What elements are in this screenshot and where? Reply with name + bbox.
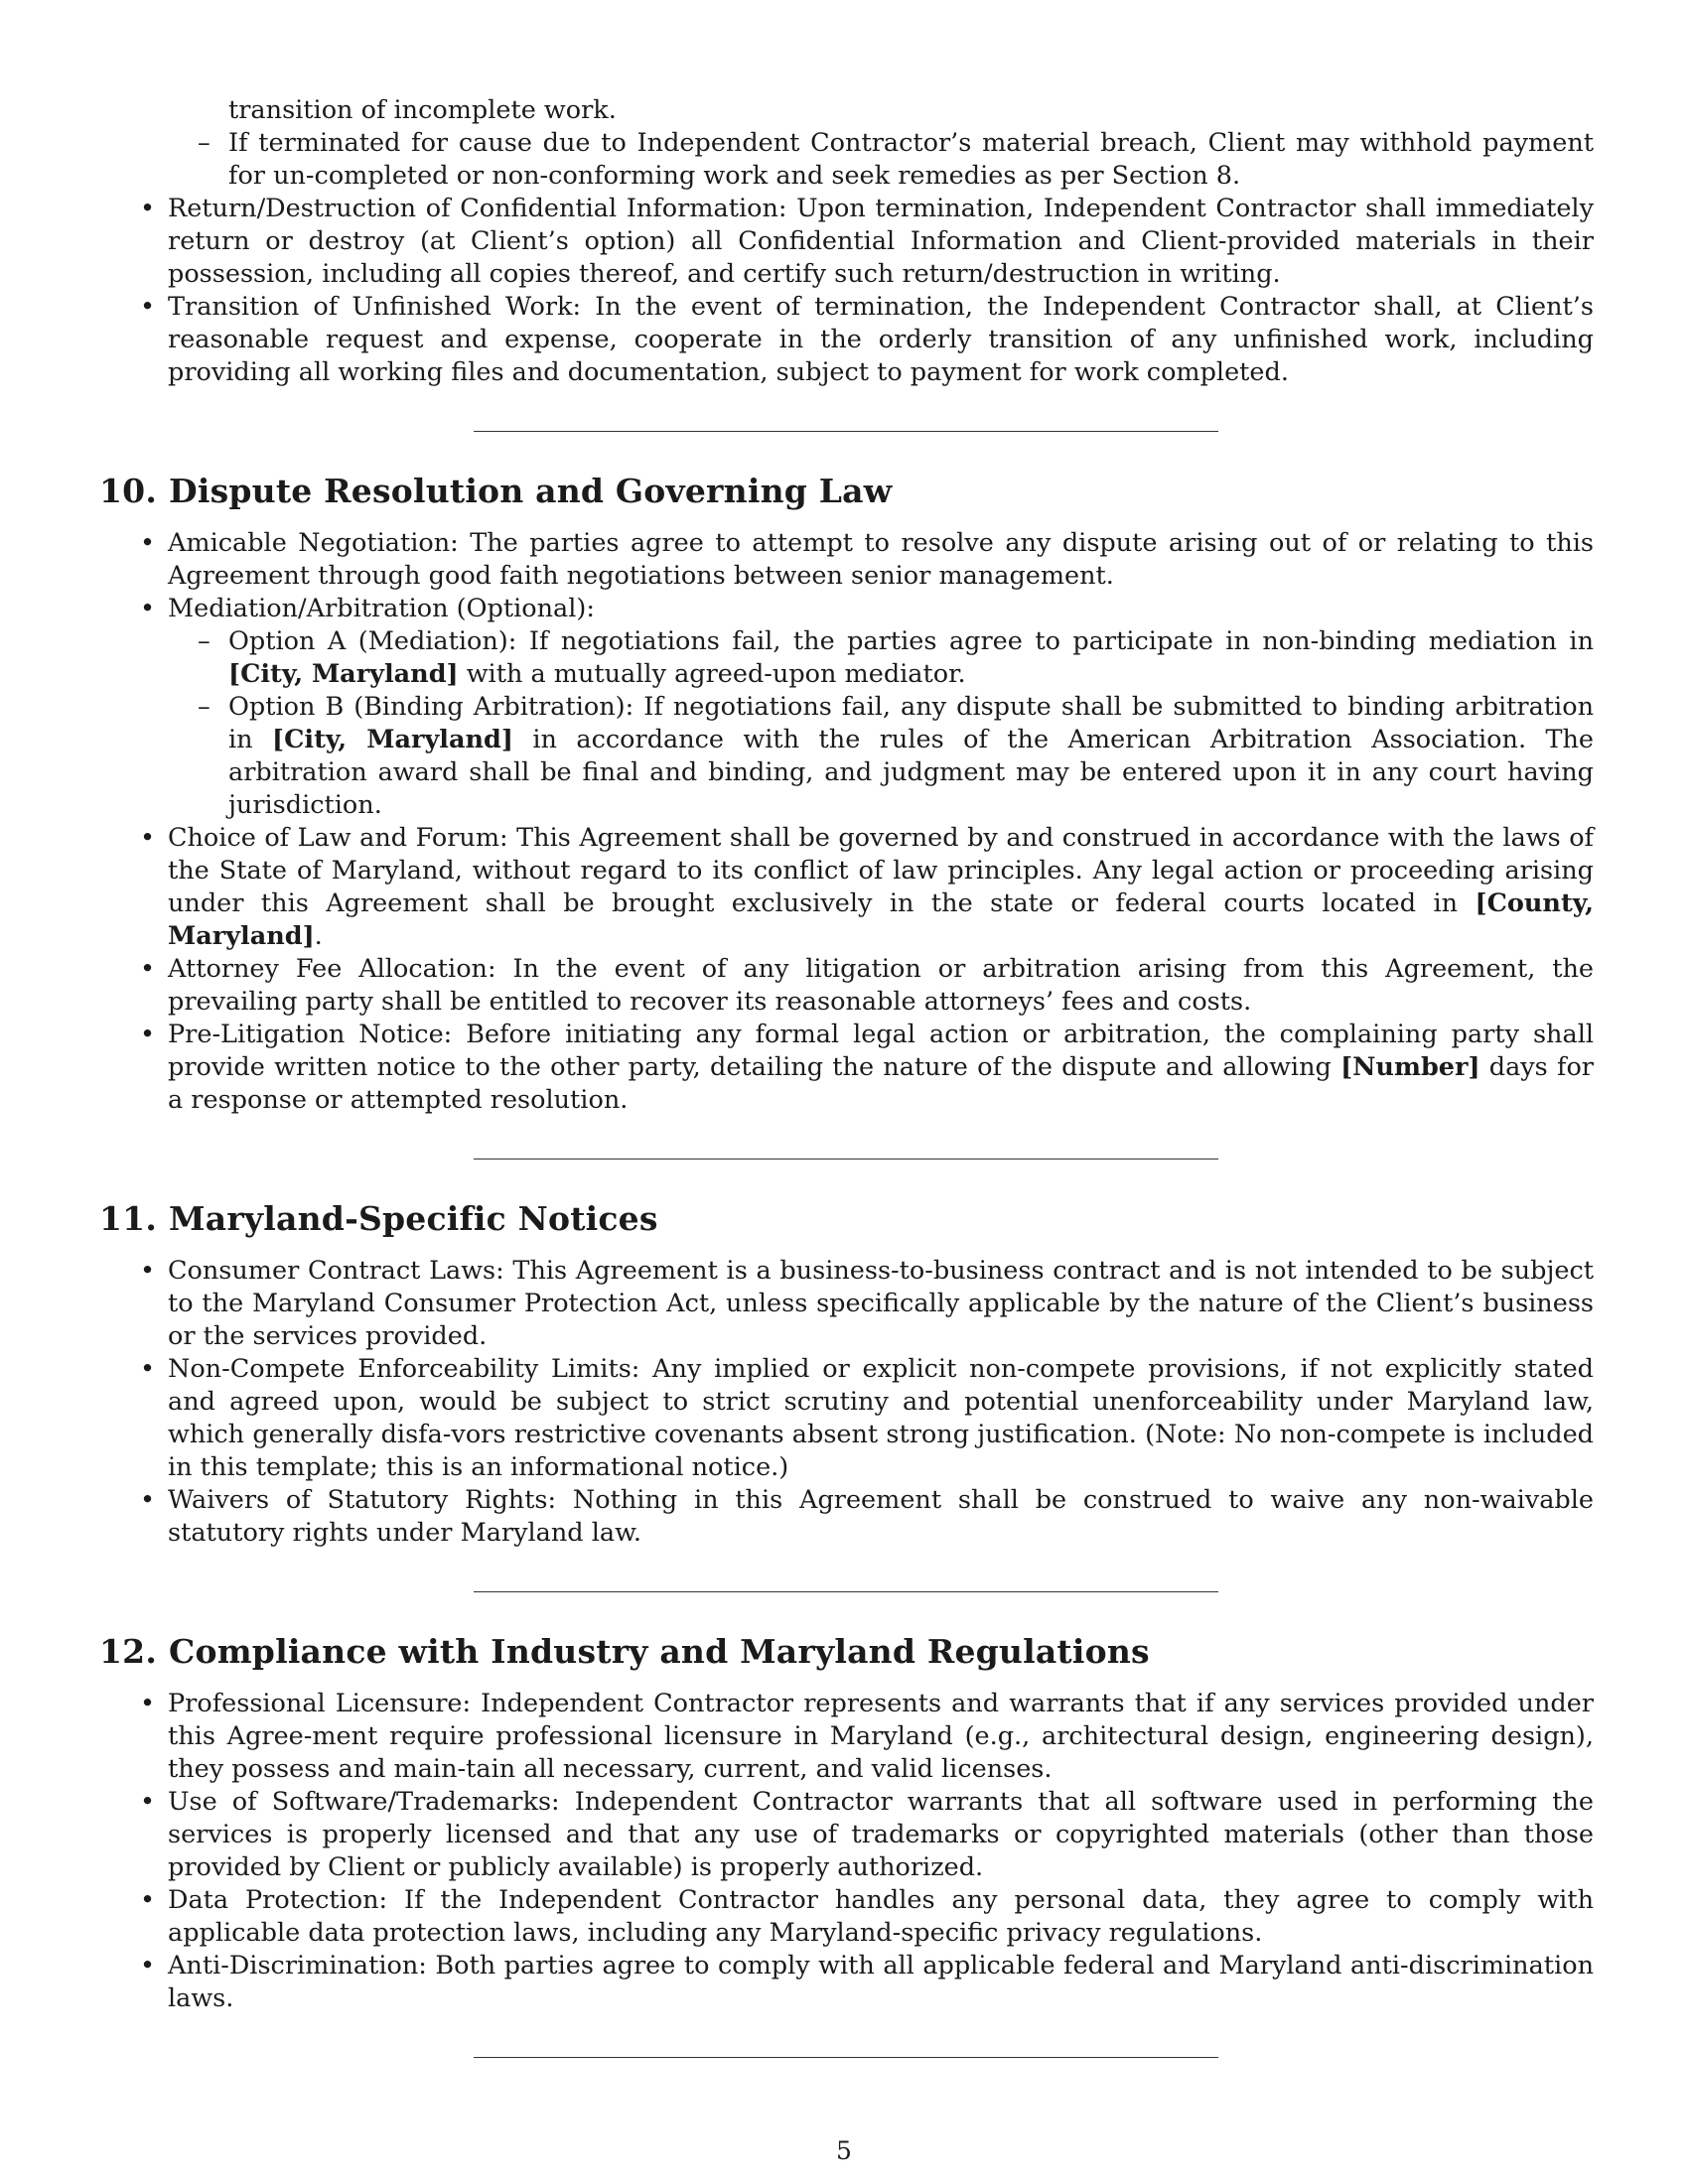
bullet-waivers: • Waivers of Statutory Rights: Nothing in this Agreement shall be construed to waive any non-waivable statutory rights under Maryland law.: [99, 1484, 1594, 1550]
bullet-choice-of-law: [99, 822, 1594, 953]
section-title: Dispute Resolution and Governing Law: [169, 472, 893, 510]
section-title: Maryland-Specific Notices: [169, 1199, 658, 1238]
sub-item-option-a: [168, 625, 1594, 691]
bullet-text: Mediation/Arbitration (Optional):: [168, 594, 595, 623]
section-number: 10.: [99, 472, 158, 510]
sub-item-option-b: [168, 691, 1594, 822]
bullet-attorney-fee: • Attorney Fee Allocation: In the event of any litigation or arbitration arising from this Agreement, the prevailing party shall be entitled to recover its reasonable attorneys’ fees and costs.: [99, 953, 1594, 1019]
placeholder-city: [City, Maryland]: [272, 725, 513, 754]
section-number: 11.: [99, 1199, 158, 1238]
document-page: [99, 94, 1594, 2058]
option-a-text-end: with a mutually agreed-upon mediator.: [458, 659, 966, 689]
section-title: Compliance with Industry and Maryland Regulations: [169, 1632, 1150, 1671]
sub-item-cause: – If terminated for cause due to Independent Contractor’s material breach, Client may withhold payment for un-completed or non-conforming work and seek remedies as per Section 8.: [168, 127, 1594, 193]
bullet-pre-litigation: [99, 1019, 1594, 1117]
section-heading-12: [99, 1632, 1594, 1672]
sub-list-options: [99, 625, 1594, 822]
section-divider: [474, 1159, 1218, 1160]
bullet-transition-unfinished: • Transition of Unfinished Work: In the event of termination, the Independent Contractor shall, at Client’s reasonable request and expense, cooperate in the orderly transition of any unfinished work, including providing all working files and documentation, subject to payment for work completed.: [99, 291, 1594, 389]
bullet-list-termination: [99, 193, 1594, 389]
section-number: 12.: [99, 1632, 158, 1671]
option-b-text-end: in accordance with the rules of the American Arbitration Association. The arbitration award shall be final and binding, and judgment may be entered upon it in any court having jurisdiction.: [228, 725, 1595, 820]
bullet-amicable-negotiation: • Amicable Negotiation: The parties agree to attempt to resolve any dispute arising out of or relating to this Agreement through good faith negotiations between senior management.: [99, 527, 1594, 593]
placeholder-number: [Number]: [1340, 1052, 1480, 1082]
bullet-anti-discrimination: • Anti-Discrimination: Both parties agree to comply with all applicable federal and Maryland anti-discrimination laws.: [99, 1950, 1594, 2015]
bullet-consumer-contract: • Consumer Contract Laws: This Agreement is a business-to-business contract and is not intended to be subject to the Maryland Consumer Protection Act, unless specifically applicable by the nature of the Client’s business or the services provided.: [99, 1255, 1594, 1353]
bullet-text-end: .: [314, 921, 323, 951]
continued-text: transition of incomplete work.: [228, 95, 617, 125]
section-divider: [474, 431, 1218, 432]
bullet-text: Choice of Law and Forum: This Agreement shall be governed by and construed in accordance with the laws of the State of Maryland, without regard to its conflict of law principles. Any legal action or proceeding arising under this Agreement shall be brought exclusively in the state or federal courts located in: [168, 823, 1594, 918]
bullet-software-trademarks: • Use of Software/Trademarks: Independent Contractor warrants that all software used in performing the services is properly licensed and that any use of trademarks or copyrighted materials (other than those provided by Client or publicly available) is properly authorized.: [99, 1786, 1594, 1884]
bullet-text-end: days for a response or attempted resolution.: [168, 1052, 1594, 1115]
section-heading-10: [99, 472, 1594, 511]
placeholder-county: [County, Maryland]: [168, 888, 1594, 951]
section-divider: [474, 2057, 1218, 2058]
section-heading-11: [99, 1199, 1594, 1239]
bullet-list-compliance: [99, 1688, 1594, 2015]
bullet-non-compete: • Non-Compete Enforceability Limits: Any implied or explicit non-compete provisions, if not explicitly stated and agreed upon, would be subject to strict scrutiny and potential unenforceability under Maryland law, which generally disfa-vors restrictive covenants absent strong justification. (Note: No non-compete is included in this template; this is an informational notice.): [99, 1353, 1594, 1484]
option-b-text: Option B (Binding Arbitration): If negotiations fail, any dispute shall be submitted to binding arbitration in: [228, 692, 1594, 754]
bullet-professional-licensure: • Professional Licensure: Independent Contractor represents and warrants that if any services provided under this Agree-ment require professional licensure in Maryland (e.g., architectural design, engineering design), they possess and main-tain all necessary, current, and valid licenses.: [99, 1688, 1594, 1786]
bullet-list-dispute: [99, 527, 1594, 1117]
sub-list: [99, 127, 1594, 193]
bullet-mediation-arbitration: [99, 593, 1594, 822]
bullet-return-destruction: • Return/Destruction of Confidential Information: Upon termination, Independent Contractor shall immediately return or destroy (at Client’s option) all Confidential Information and Client-provided materials in their possession, including all copies thereof, and certify such return/destruction in writing.: [99, 193, 1594, 291]
option-a-text: Option A (Mediation): If negotiations fail, the parties agree to participate in non-binding mediation in: [228, 626, 1594, 656]
bullet-data-protection: • Data Protection: If the Independent Contractor handles any personal data, they agree to comply with applicable data protection laws, including any Maryland-specific privacy regulations.: [99, 1884, 1594, 1950]
section-divider: [474, 1591, 1218, 1592]
placeholder-city: [City, Maryland]: [228, 659, 459, 689]
bullet-list-notices: [99, 1255, 1594, 1550]
page-number: 5: [836, 2136, 852, 2165]
bullet-text: Pre-Litigation Notice: Before initiating any formal legal action or arbitration, the complaining party shall provide written notice to the other party, detailing the nature of the dispute and allowing: [168, 1020, 1594, 1082]
